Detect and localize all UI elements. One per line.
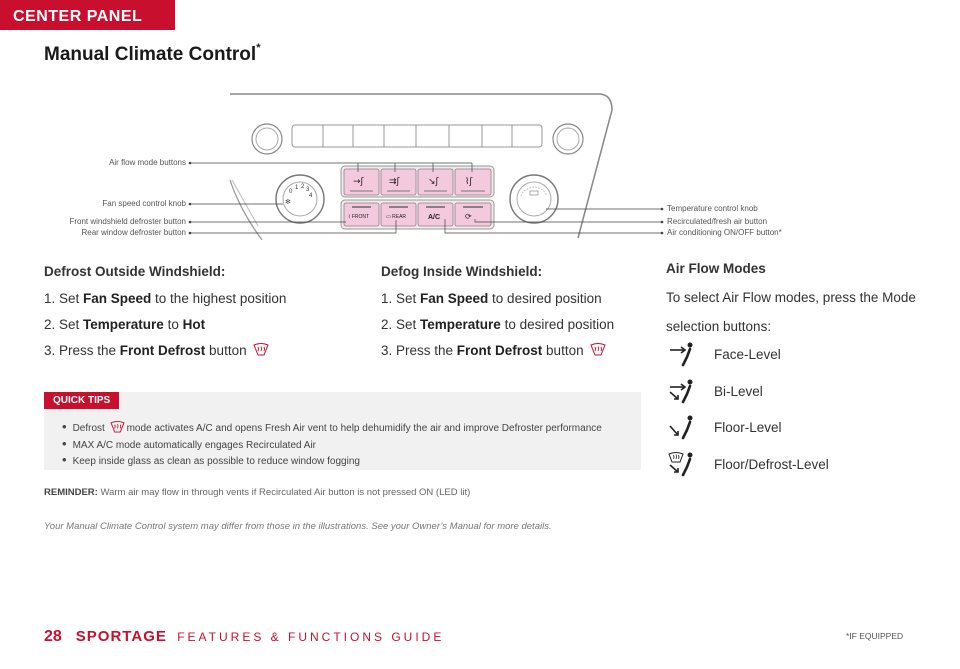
page-footer (44, 628, 444, 646)
floor-level-label: Floor-Level (714, 419, 782, 435)
defog-inside-heading: Defog Inside Windshield: (381, 264, 543, 279)
defrost-outside-step-3: 3. Press the Front Defrost button (44, 343, 344, 358)
callout-rear-defroster: Rear window defroster button (81, 228, 186, 237)
mode-icon-defrost-floor: ⌇ʃ (465, 177, 473, 187)
bi-level-label: Bi-Level (714, 383, 763, 399)
callout-front-defroster: Front windshield defroster button (69, 217, 186, 226)
quick-tips-label: QUICK TIPS (44, 392, 119, 409)
defrost-outside-step-1: 1. Set Fan Speed to the highest position (44, 291, 287, 306)
callout-recirc-button: Recirculated/fresh air button (667, 217, 768, 226)
fan-icon: ✻ (285, 198, 291, 206)
mode-floor-level (668, 414, 782, 440)
recirc-panel-icon: ⟳ (465, 212, 472, 221)
section-tab: CENTER PANEL (0, 0, 175, 30)
mode-face-level (668, 341, 781, 367)
callout-temperature-knob: Temperature control knob (667, 204, 758, 213)
title-asterisk: * (256, 42, 261, 54)
lower-buttons (341, 200, 494, 229)
reminder-note: REMINDER: Warm air may flow in through vents if Recirculated Air button is not pressed ON (LED lit) (44, 487, 471, 498)
floor-defrost-icon (668, 451, 698, 477)
page-number: 28 (44, 628, 62, 645)
disclaimer: Your Manual Climate Control system may differ from those in the illustrations. See your Owner’s Manual for more details. (44, 521, 552, 532)
face-level-icon (668, 341, 698, 367)
tip-item: • Keep inside glass as clean as possible to reduce window fogging (62, 453, 602, 470)
floor-defrost-label: Floor/Defrost-Level (714, 456, 829, 472)
callout-fan-speed-knob: Fan speed control knob (102, 199, 186, 208)
front-defrost-panel-label: ⌇ FRONT (348, 214, 370, 220)
air-flow-intro-1: To select Air Flow modes, press the Mode (666, 290, 916, 305)
defog-inside-step-2: 2. Set Temperature to desired position (381, 317, 615, 332)
mode-floor-defrost-level (668, 451, 829, 477)
fan-num-1: 1 (295, 185, 299, 191)
fan-num-3: 3 (306, 187, 310, 193)
guide-title: FEATURES & FUNCTIONS GUIDE (177, 630, 445, 644)
mode-icon-bi: ⇉ʃ (389, 177, 400, 187)
floor-level-icon (668, 414, 698, 440)
defog-inside-step-1: 1. Set Fan Speed to desired position (381, 291, 602, 306)
fan-num-4: 4 (309, 193, 313, 199)
dash-outline-left (230, 180, 262, 240)
page-title (44, 44, 260, 66)
defog-inside-step-3: 3. Press the Front Defrost button (381, 343, 641, 358)
right-vent-knob (553, 124, 583, 154)
air-flow-heading: Air Flow Modes (666, 261, 766, 276)
quick-tips-list (62, 420, 602, 470)
mode-bi-level (668, 378, 763, 404)
mode-icon-face: →ʃ (353, 177, 364, 187)
defog-inside-section (381, 264, 641, 369)
footnote-if-equipped: *IF EQUIPPED (846, 631, 904, 641)
tip-item: • MAX A/C mode automatically engages Recirculated Air (62, 437, 602, 454)
air-flow-section (666, 261, 936, 345)
rear-defrost-panel-label: ▭ REAR (386, 214, 407, 220)
fan-num-2: 2 (301, 184, 305, 190)
left-vent-knob (252, 124, 282, 154)
bi-level-icon (668, 378, 698, 404)
temperature-knob (510, 175, 558, 223)
tip-item: • Defrost mode activates A/C and opens Fresh Air vent to help dehumidify the air and improve Defroster performance (62, 420, 602, 437)
defrost-outside-step-2: 2. Set Temperature to Hot (44, 317, 206, 332)
fan-speed-knob (276, 175, 324, 223)
air-flow-intro-2: selection buttons: (666, 319, 772, 334)
front-defrost-icon (110, 421, 125, 433)
callout-air-flow-mode-buttons: Air flow mode buttons (109, 158, 186, 167)
fan-num-0: 0 (289, 189, 293, 195)
page-title-text: Manual Climate Control (44, 44, 257, 65)
face-level-label: Face-Level (714, 346, 781, 362)
defrost-outside-section (44, 264, 344, 369)
ac-panel-label: A/C (428, 214, 441, 221)
defrost-outside-heading: Defrost Outside Windshield: (44, 264, 226, 279)
callout-ac-button: Air conditioning ON/OFF button* (667, 228, 782, 237)
front-defrost-icon (253, 343, 269, 356)
mode-icon-floor: ↘ʃ (428, 177, 439, 187)
upper-button-strip (292, 125, 542, 147)
front-defrost-icon (590, 343, 606, 356)
brand-name: SPORTAGE (75, 628, 167, 645)
mode-buttons (341, 166, 494, 197)
